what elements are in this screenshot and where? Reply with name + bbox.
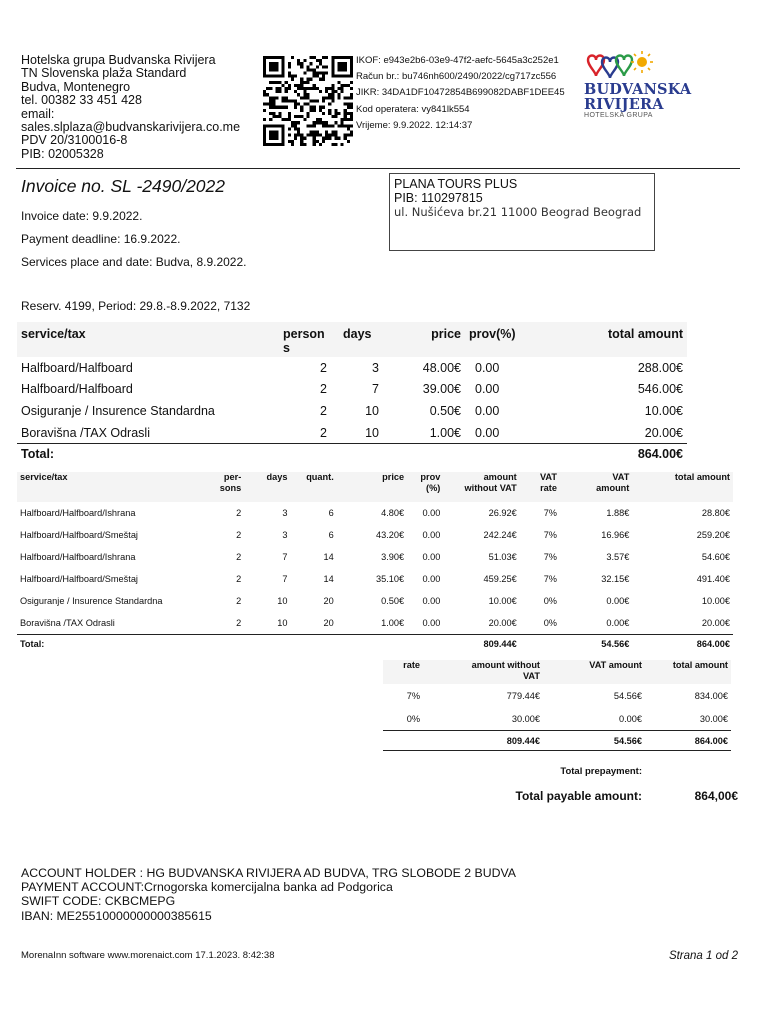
col-header: VAT rate: [520, 472, 560, 502]
header-divider: [16, 168, 740, 169]
cell: 2: [320, 403, 327, 418]
cell: 10: [277, 618, 288, 628]
col-header: rate: [383, 660, 423, 684]
cell: 242.24€: [483, 530, 517, 540]
table-row: [17, 379, 687, 401]
company-info: [21, 54, 240, 161]
col-header: total amount: [525, 322, 687, 357]
cell: 864.00€: [645, 731, 731, 751]
col-header: prov(%): [465, 322, 525, 357]
table-row: [17, 568, 733, 590]
cell: 6: [328, 530, 334, 540]
qr-code-icon: [262, 56, 354, 146]
col-header: service/tax: [17, 472, 208, 502]
cell: 7: [282, 552, 288, 562]
buyer-address: ul. Nušićeva br.21 11000 Beograd Beograd: [394, 205, 642, 219]
total-without-vat: 809.44€: [443, 635, 519, 654]
cell: Halfboard/Halfboard: [21, 360, 133, 375]
col-header: amount without VAT: [423, 660, 543, 684]
iban: IBAN: ME25510000000000385615: [21, 908, 212, 923]
fiscal-line: Kod operatera: vy841lk554: [356, 103, 470, 115]
cell: 10: [365, 425, 379, 440]
cell: 2: [320, 360, 327, 375]
cell: 2: [236, 552, 242, 562]
cell: 546.00€: [637, 382, 683, 397]
cell: 35.10€: [376, 574, 405, 584]
cell: 10.00€: [644, 403, 683, 418]
services-summary-table: [17, 322, 687, 464]
col-header: amount without VAT: [443, 472, 519, 502]
cell: 39.00€: [422, 382, 461, 397]
cell: 0.50€: [429, 403, 461, 418]
services-place-date: Services place and date: Budva, 8.9.2022.: [21, 254, 247, 269]
cell: 3: [372, 360, 379, 375]
cell: 0.00: [475, 403, 500, 418]
buyer-pib: PIB: 110297815: [394, 191, 483, 205]
cell: 0.00: [422, 530, 441, 540]
table-row: [383, 707, 731, 731]
cell: 2: [236, 574, 242, 584]
cell: Osiguranje / Insurence Standardna: [21, 403, 215, 418]
cell: 43.20€: [376, 530, 405, 540]
table-row: [383, 684, 731, 707]
bank-info: [21, 866, 516, 923]
table-total-row: [17, 635, 733, 654]
table-row: [17, 524, 733, 546]
company-line: PIB: 02005328: [21, 146, 104, 161]
cell: 3.90€: [381, 552, 405, 562]
cell: 459.25€: [483, 574, 517, 584]
cell: 20: [323, 618, 334, 628]
cell: 288.00€: [637, 360, 683, 375]
cell: 20.00€: [644, 425, 683, 440]
cell: 491.40€: [696, 574, 730, 584]
cell: 2: [236, 508, 242, 518]
cell: 54.56€: [543, 731, 645, 751]
cell: Osiguranje / Insurence Standardna: [20, 596, 163, 606]
company-line: tel. 00382 33 451 428: [21, 93, 142, 108]
total-label: Total:: [17, 444, 279, 465]
table-row: [17, 546, 733, 568]
cell: 0.50€: [381, 596, 405, 606]
cell: 14: [323, 574, 334, 584]
table-header-row: [17, 472, 733, 502]
cell: 0.00€: [606, 618, 630, 628]
page-number: Strana 1 od 2: [668, 950, 738, 962]
total-payable-value: 864,00€: [694, 789, 738, 803]
total-prepayment-label: Total prepayment:: [560, 766, 642, 777]
table-total-row: [17, 444, 687, 465]
cell: [383, 731, 423, 751]
cell: 2: [236, 596, 242, 606]
payment-account: PAYMENT ACCOUNT:Crnogorska komercijalna banka ad Podgorica: [21, 880, 393, 895]
cell: 20.00€: [488, 618, 517, 628]
logo-name-line2: RIVIJERA: [584, 96, 664, 113]
cell: Halfboard/Halfboard/Smeštaj: [20, 574, 138, 584]
cell: 0.00€: [619, 713, 642, 724]
col-header: price: [337, 472, 407, 502]
cell: 0.00€: [606, 596, 630, 606]
cell: 0.00: [422, 508, 441, 518]
col-header: price: [383, 322, 465, 357]
cell: 0%: [543, 618, 557, 628]
cell: 0.00: [422, 552, 441, 562]
cell: 2: [320, 425, 327, 440]
cell: 0%: [543, 596, 557, 606]
cell: 4.80€: [381, 508, 405, 518]
cell: 20: [323, 596, 334, 606]
footer-software: MorenaInn software www.morenaict.com 17.1.2023. 8:42:38: [21, 950, 275, 961]
cell: 2: [236, 618, 242, 628]
cell: 0.00: [422, 596, 441, 606]
cell: 0.00: [422, 574, 441, 584]
table-row: [17, 400, 687, 422]
cell: 0.00: [475, 360, 500, 375]
cell: 1.00€: [381, 618, 405, 628]
invoice-date: Invoice date: 9.9.2022.: [21, 209, 143, 223]
table-row: [17, 590, 733, 612]
cell: 10: [277, 596, 288, 606]
buyer-name: PLANA TOURS PLUS: [394, 177, 518, 191]
cell: Boravišna /TAX Odrasli: [21, 425, 150, 440]
fiscal-line: Vrijeme: 9.9.2022. 12:14:37: [356, 119, 473, 131]
cell: 7%: [543, 574, 557, 584]
cell: 20.00€: [701, 618, 730, 628]
cell: 10.00€: [488, 596, 517, 606]
cell: 0%: [406, 713, 420, 724]
col-header: VAT amount: [543, 660, 645, 684]
table-header-row: [17, 322, 687, 357]
company-line: sales.slplaza@budvanskarivijera.co.me: [21, 120, 241, 135]
cell: 0.00: [475, 425, 500, 440]
total-vat: 54.56€: [560, 635, 632, 654]
logo-name-line1: BUDVANSKA: [584, 81, 692, 98]
logo-subtitle: HOTELSKA GRUPA: [584, 112, 653, 119]
company-line: email:: [21, 106, 55, 121]
cell: 0.00: [422, 618, 441, 628]
total-amount: 864.00€: [632, 635, 733, 654]
cell: 779.44€: [506, 690, 540, 701]
cell: 7%: [543, 530, 557, 540]
cell: 14: [323, 552, 334, 562]
cell: 16.96€: [601, 530, 630, 540]
payment-deadline: Payment deadline: 16.9.2022.: [21, 231, 181, 246]
cell: 54.56€: [613, 690, 642, 701]
company-line: Hotelska grupa Budvanska Rivijera: [21, 53, 216, 67]
swift-code: SWIFT CODE: CKBCMEPG: [21, 894, 176, 909]
cell: 2: [320, 382, 327, 397]
col-header: days: [244, 472, 290, 502]
fiscal-info: [356, 53, 565, 134]
cell: 1.00€: [429, 425, 461, 440]
cell: 7%: [543, 552, 557, 562]
cell: 0.00: [475, 382, 500, 397]
cell: 6: [328, 508, 334, 518]
cell: 10.00€: [701, 596, 730, 606]
cell: 259.20€: [696, 530, 730, 540]
cell: 7%: [406, 690, 420, 701]
cell: 3.57€: [606, 552, 630, 562]
col-header: total amount: [632, 472, 733, 502]
fiscal-line: IKOF: e943e2b6-03e9-47f2-aefc-5645a3c252e1: [356, 55, 559, 66]
total-value: 864.00€: [525, 444, 687, 465]
reservation-info: Reserv. 4199, Period: 29.8.-8.9.2022, 7132: [21, 299, 251, 313]
cell: Boravišna /TAX Odrasli: [20, 618, 115, 628]
cell: 3: [282, 508, 288, 518]
cell: 51.03€: [488, 552, 517, 562]
cell: 834.00€: [694, 690, 728, 701]
cell: 7: [372, 382, 379, 397]
table-total-row: [383, 731, 731, 751]
cell: 30.00€: [511, 713, 540, 724]
cell: Halfboard/Halfboard/Ishrana: [20, 552, 136, 562]
cell: 7: [282, 574, 288, 584]
col-header: days: [331, 322, 383, 357]
table-row: [17, 612, 733, 635]
hearts-sun-icon: [584, 50, 654, 82]
vat-summary-table: [383, 660, 731, 751]
fiscal-line: Račun br.: bu746nh600/2490/2022/cg717zc556: [356, 71, 557, 83]
account-holder: ACCOUNT HOLDER : HG BUDVANSKA RIVIJERA AD BUDVA, TRG SLOBODE 2 BUDVA: [21, 866, 516, 880]
fiscal-line: JIKR: 34DA1DF10472854B699082DABF1DEE45: [356, 87, 565, 99]
col-header: VAT amount: [560, 472, 632, 502]
invoice-info: [21, 205, 247, 273]
buyer-box: [389, 173, 655, 251]
table-header-row: [383, 660, 731, 684]
invoice-title: Invoice no. SL -2490/2022: [21, 176, 226, 196]
cell: Halfboard/Halfboard: [21, 382, 133, 397]
cell: Halfboard/Halfboard/Ishrana: [20, 508, 136, 518]
col-header: per- sons: [208, 472, 244, 502]
cell: 809.44€: [423, 731, 543, 751]
cell: 54.60€: [701, 552, 730, 562]
cell: 32.15€: [601, 574, 630, 584]
col-header: service/tax: [17, 322, 279, 357]
cell: 30.00€: [699, 713, 728, 724]
col-header: prov (%): [407, 472, 443, 502]
cell: 10: [365, 403, 379, 418]
cell: 26.92€: [488, 508, 517, 518]
table-row: [17, 502, 733, 524]
cell: Halfboard/Halfboard/Smeštaj: [20, 530, 138, 540]
col-header: quant.: [291, 472, 337, 502]
cell: 3: [282, 530, 288, 540]
table-row: [17, 357, 687, 379]
total-label: Total:: [17, 635, 208, 654]
brand-logo: [584, 50, 692, 132]
company-line: Budva, Montenegro: [21, 79, 131, 94]
cell: 1.88€: [606, 508, 630, 518]
cell: 28.80€: [701, 508, 730, 518]
col-header: person s: [279, 322, 331, 357]
services-detail-table: [17, 472, 733, 653]
cell: 48.00€: [422, 360, 461, 375]
company-line: TN Slovenska plaža Standard: [21, 66, 187, 81]
table-row: [17, 422, 687, 444]
col-header: total amount: [645, 660, 731, 684]
cell: 2: [236, 530, 242, 540]
total-payable-label: Total payable amount:: [515, 789, 642, 803]
cell: 7%: [543, 508, 557, 518]
company-line: PDV 20/3100016-8: [21, 133, 128, 148]
